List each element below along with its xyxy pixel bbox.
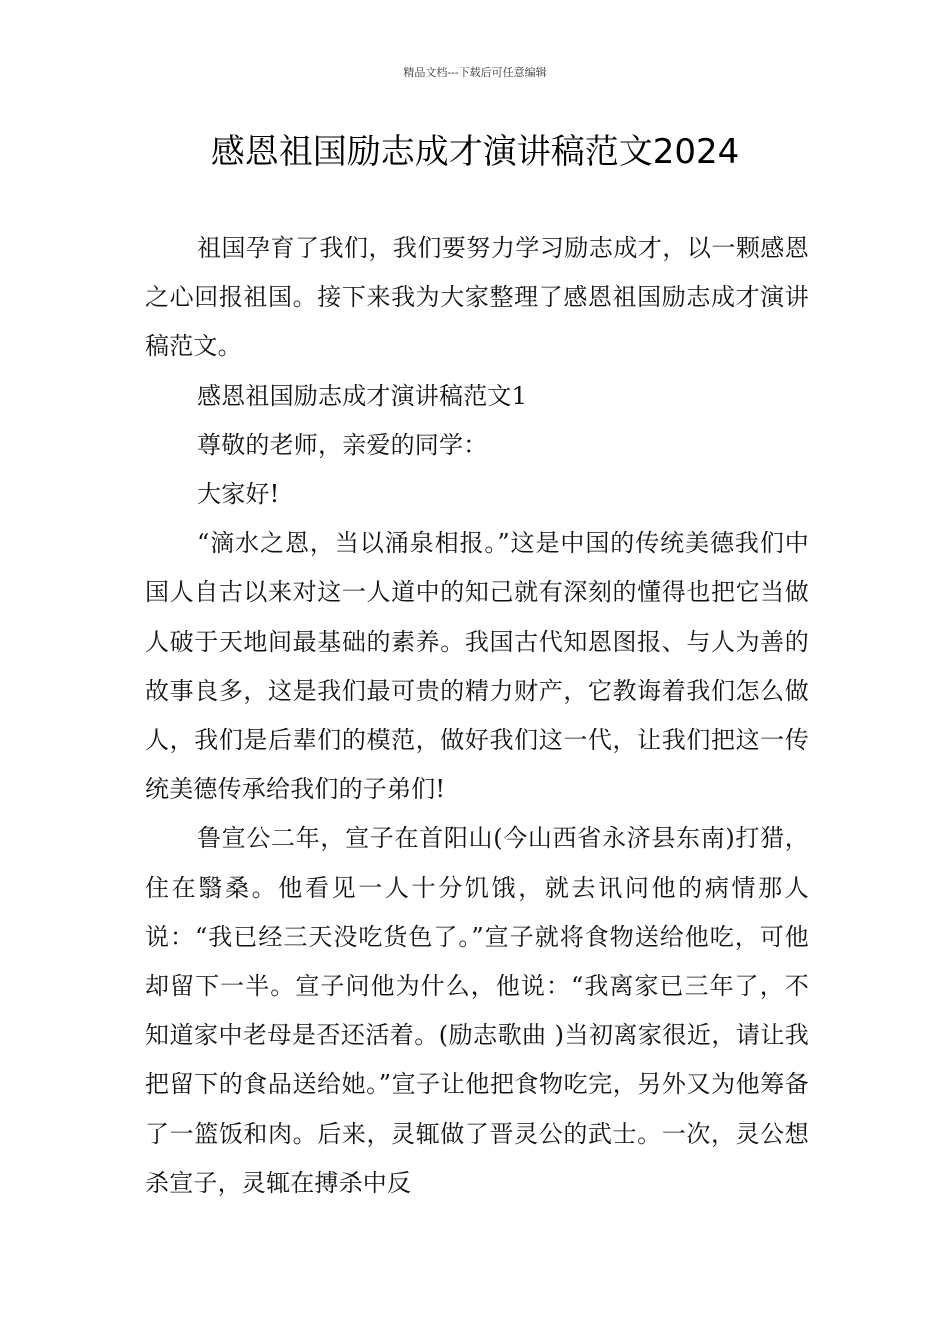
intro-paragraph: 祖国孕育了我们，我们要努力学习励志成才，以一颗感恩之心回报祖国。接下来我为大家整理了感恩祖国励志成才演讲稿范文。 xyxy=(145,234,809,361)
page-header-note: 精品文档---下载后可任意编辑 xyxy=(403,66,547,79)
document-body xyxy=(145,224,809,1208)
body-paragraph: 鲁宣公二年，宣子在首阳山(今山西省永济县东南)打猎，住在翳桑。他看见一人十分饥饿，就去讯问他的病情那人说：“我已经三天没吃货色了。”宣子就将食物送给他吃，可他却留下一半。宣子问他为什么，他说：“我离家已三年了，不知道家中老母是否还活着。(励志歌曲 )当初离家很近，请让我把留下的食品送给她。”宣子让他把食物吃完，另外又为他筹备了一篮饭和肉。后来，灵辄做了晋灵公的武士。一次，灵公想杀宣子，灵辄在搏杀中反 xyxy=(145,824,809,1197)
greeting: 大家好! xyxy=(197,480,280,509)
document-title: 感恩祖国励志成才演讲稿范文2024 xyxy=(210,132,740,172)
salutation: 尊敬的老师，亲爱的同学： xyxy=(197,430,488,459)
section-heading: 感恩祖国励志成才演讲稿范文1 xyxy=(197,381,528,410)
body-paragraph: “滴水之恩，当以涌泉相报。”这是中国的传统美德我们中国人自古以来对这一人道中的知己就有深刻的懂得也把它当做人破于天地间最基础的素养。我国古代知恩图报、与人为善的故事良多，这是我们最可贵的精力财产，它教诲着我们怎么做人，我们是后辈们的模范，做好我们这一代，让我们把这一传统美德传承给我们的子弟们! xyxy=(145,529,809,804)
